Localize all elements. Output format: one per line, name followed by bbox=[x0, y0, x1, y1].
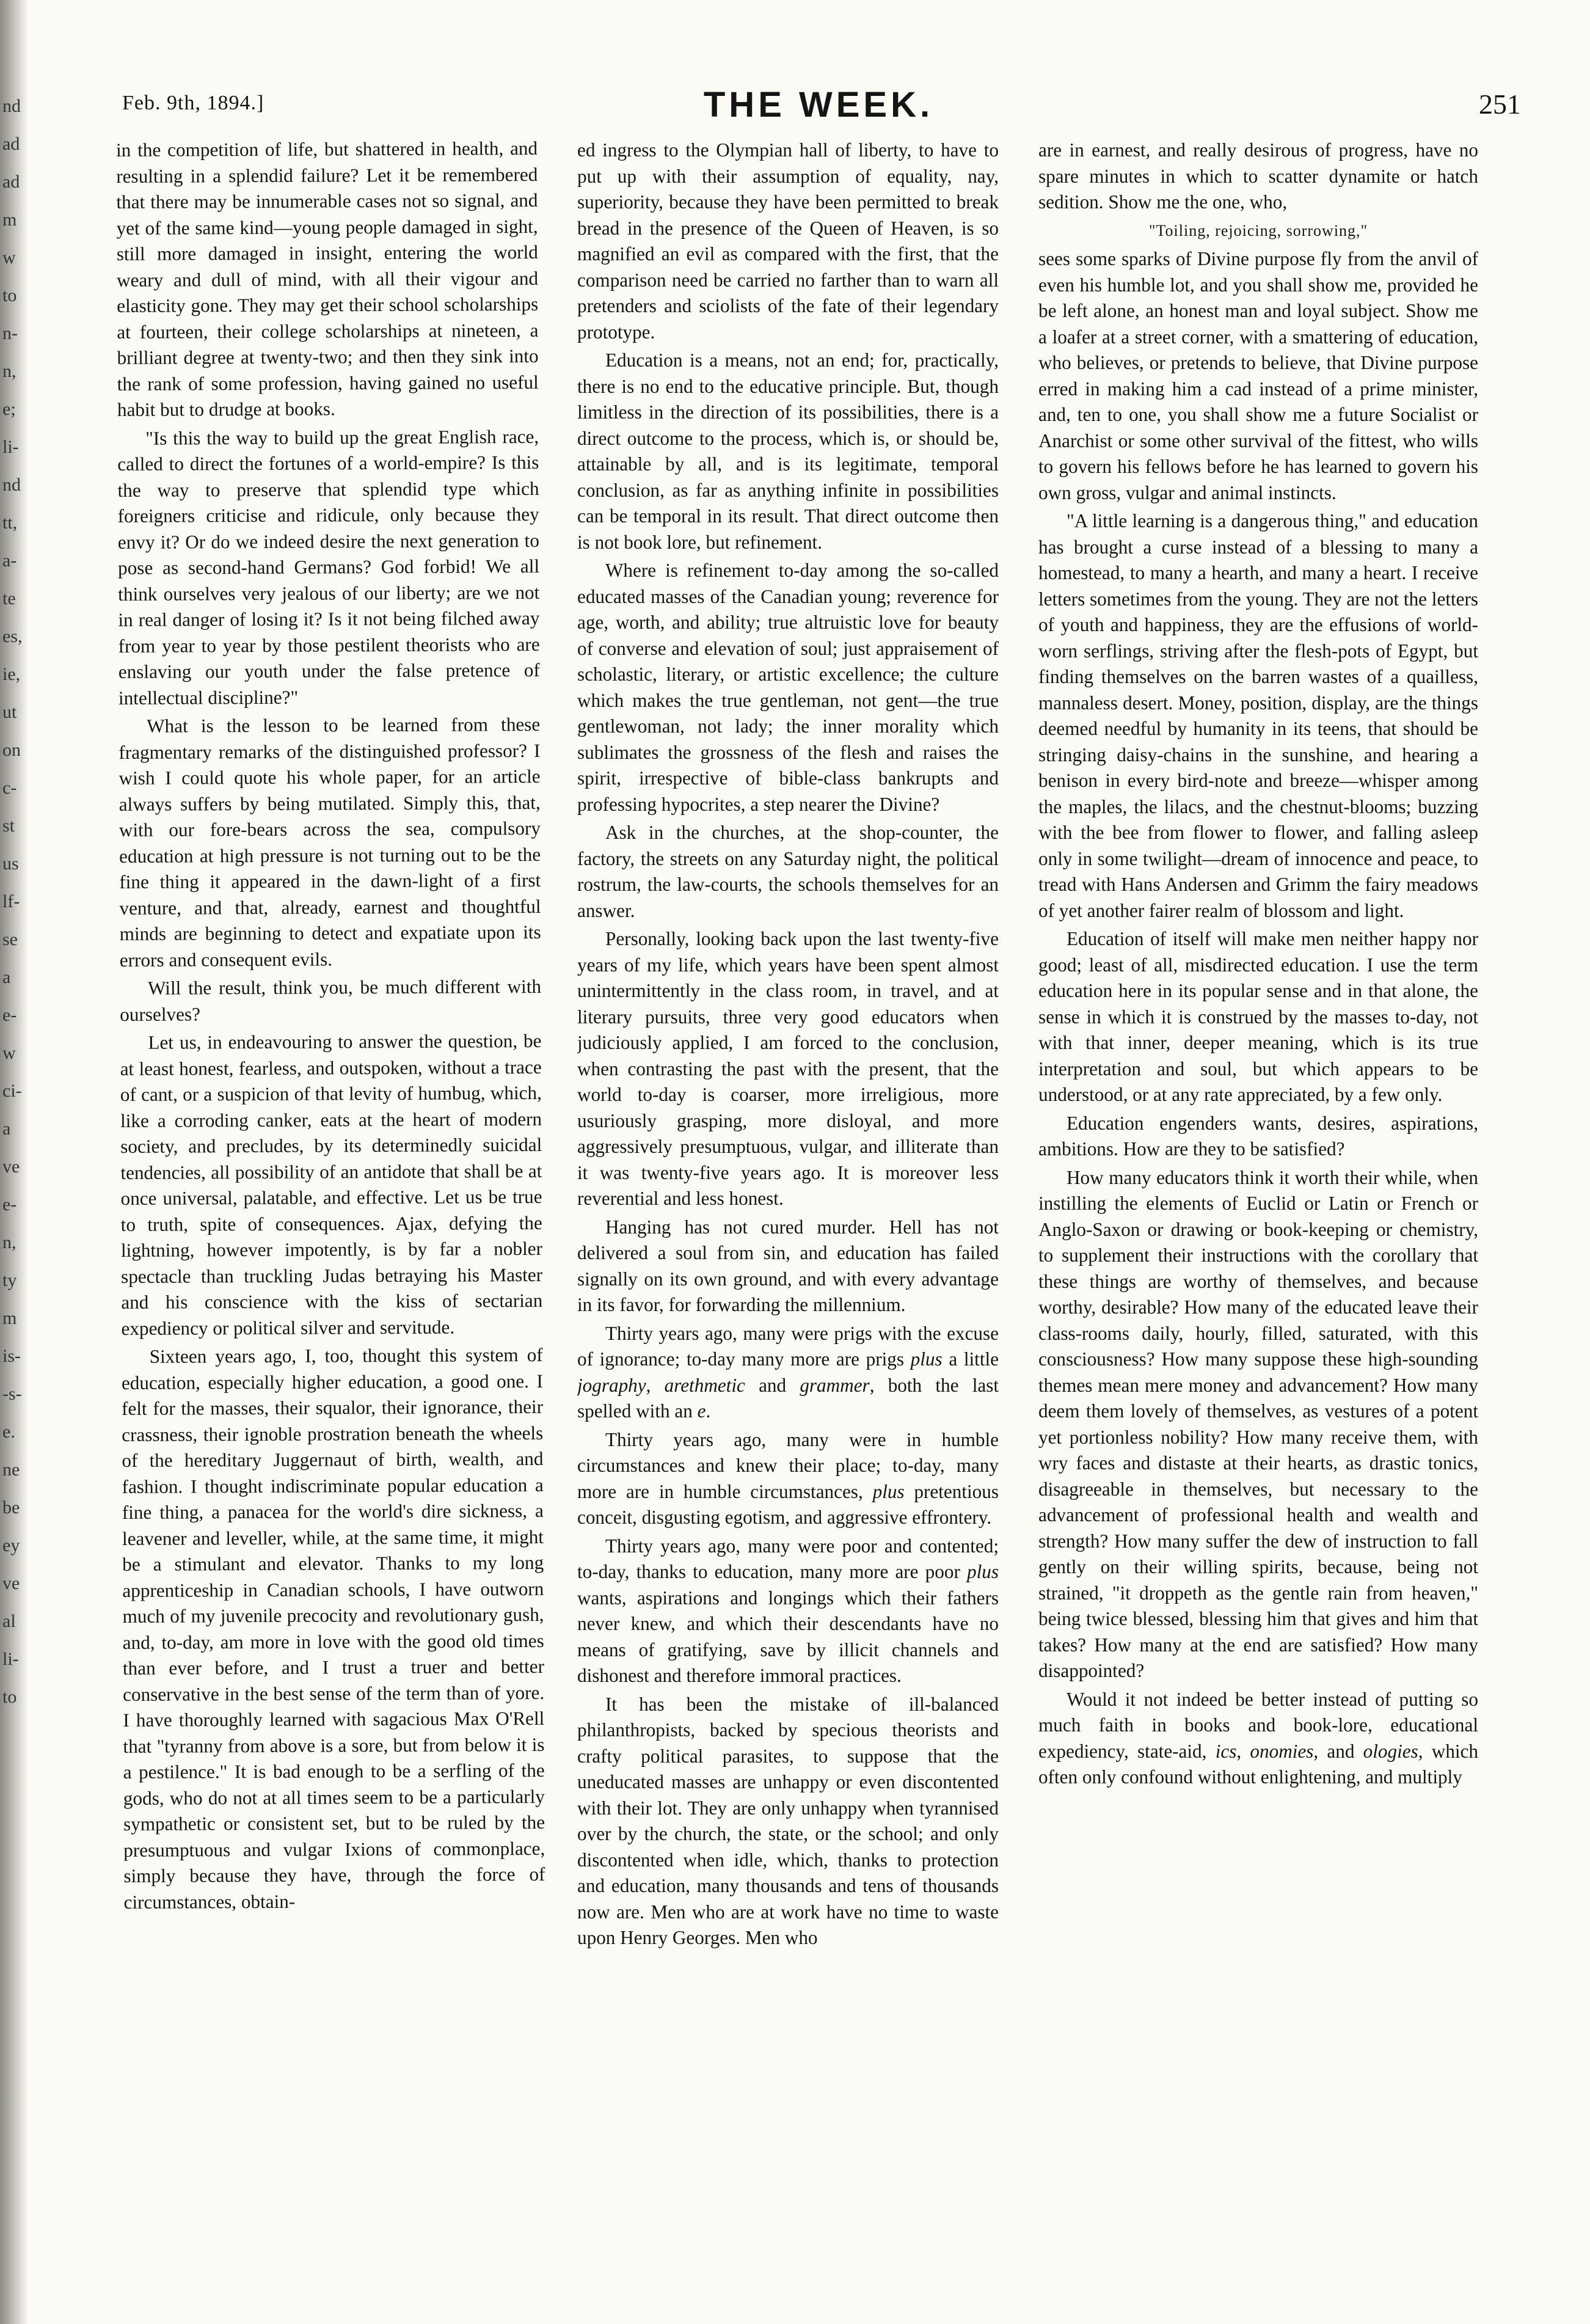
column-2 bbox=[577, 137, 999, 2288]
facing-page-fragment: al bbox=[2, 1611, 16, 1631]
facing-page-fragment: st bbox=[2, 816, 15, 836]
facing-page-fragment: a bbox=[2, 1119, 11, 1139]
facing-page-fragment: c- bbox=[2, 778, 17, 798]
facing-page-fragment: ey bbox=[2, 1535, 20, 1555]
italic-run: jography bbox=[577, 1374, 646, 1396]
column-1 bbox=[116, 136, 547, 2288]
paragraph: Sixteen years ago, I, too, thought this system of education, especially higher education, a good one. I felt for the masses, their squalor, their ignorance, their crassness, their ignoble prostration beneath the wheels of the hereditary Juggernaut of birth, wealth, and fashion. I thought indiscriminate popular education a fine thing, a panacea for the world's dire sickness, a leavener and leveller, while, at the same time, it might be a stimulant and elevator. Thanks to my long apprenticeship in Canadian schools, I have outworn much of my juvenile precocity and revolutionary gush, and, to-day, am more in love with the good old times than ever before, and I trust a truer and better conservative in the best sense of the term than of yore. I have thoroughly learned with sagacious Max O'Rell that "tyranny from above is a sore, but from below it is a pestilence." It is bad enough to be a serfling of the gods, who do not at all times seem to be a particularly sympathetic or consistent set, but to be ruled by the presumptuous and vulgar Ixions of commonplace, simply because they have, through the force of circumstances, obtain- bbox=[121, 1343, 545, 1913]
facing-page-fragment: nd bbox=[2, 475, 21, 495]
paragraph: Education is a means, not an end; for, practically, there is no end to the educative principle. But, though limitless in the direction of its possibilities, there is a direct outcome to the process, which is, or should be, attainable by all, and is its legitimate, temporal conclusion, as far as anything infinite in possibilities can be temporal in its result. That direct outcome then is not book lore, but refinement. bbox=[577, 349, 999, 553]
facing-page-fragment: ut bbox=[2, 702, 17, 722]
facing-page-fragment: ty bbox=[2, 1270, 17, 1290]
text-run: a little bbox=[942, 1348, 999, 1370]
quotation: "Toiling, rejoicing, sorrowing," bbox=[1148, 221, 1368, 239]
facing-page-fragment: w bbox=[2, 1043, 16, 1063]
page-number: 251 bbox=[1479, 89, 1521, 120]
text-run: , both the last spelled with an bbox=[577, 1374, 999, 1422]
italic-run: ologies bbox=[1363, 1740, 1418, 1762]
paragraph: What is the lesson to be learned from these fragmentary remarks of the distinguished professor? I wish I could quote his whole paper, for an article always suffers by being mutilated. Simply this, that, with our fore-bears across the sea, compulsory education at high pressure is not turning out to be the fine thing it appeared in the dawn-light of a first venture, and that, already, earnest and thoughtful minds are beginning to detect and expatiate upon its errors and consequent evils. bbox=[119, 713, 541, 971]
facing-page-fragment: ci- bbox=[2, 1081, 22, 1101]
facing-page-fragment: ve bbox=[2, 1157, 20, 1177]
text-run: , and bbox=[1313, 1740, 1363, 1762]
paragraph: Hanging has not cured murder. Hell has not delivered a soul from sin, and education has failed signally on its own ground, and with every advantage in its favor, for forwarding the millennium. bbox=[577, 1216, 999, 1315]
italic-run: ics bbox=[1215, 1740, 1237, 1762]
facing-page-fragment: be bbox=[2, 1497, 20, 1518]
issue-date: Feb. 9th, 1894.] bbox=[122, 92, 264, 114]
text-run: Thirty years ago, many were prigs with the excuse of ignorance; to-day many more are prigs bbox=[577, 1322, 999, 1370]
italic-run: grammer bbox=[800, 1374, 870, 1396]
paragraph: Let us, in endeavouring to answer the question, be at least honest, fearless, and outspoken, without a trace of cant, or a suspicion of that levity of humbug, which, like a corroding canker, eats at the heart of modern society, and precludes, by its determinedly suicidal tendencies, all possibility of an antidote that shall be at once universal, palatable, and effective. Let us be true to truth, spite of consequences. Ajax, defying the lightning, however impotently, is by far a nobler spectacle than truckling Judas betraying his Master and his conscience with the kiss of sectarian expediency or political silver and servitude. bbox=[120, 1029, 543, 1339]
paragraph: Where is refinement to-day among the so-called educated masses of the Canadian young; reverence for age, worth, and ability; true altruistic love for beauty of converse and elevation of soul; just appraisement of scholastic, literary, or artistic excellence; the culture which makes the true gentleman, not gent—the true gentlewoman, not lady; the inner morality which sublimates the grossness of the flesh and raises the spirit, irrespective of bible-class bankrupts and professing hypocrites, a step nearer the Divine? bbox=[577, 560, 999, 815]
facing-page-fragment: -s- bbox=[2, 1384, 22, 1404]
paragraph: Personally, looking back upon the last twenty-five years of my life, which years have been spent almost unintermittently in the class room, in travel, and at literary pursuits, three very good educators when judiciously applied, I am forced to the conclusion, when contrasting the past with the present, that the world to-day is coarser, more irreligious, more usuriously grasping, more disloyal, and more aggressively presumptuous, vulgar, and illiterate than it was twenty-five years ago. It is moreover less reverential and less honest. bbox=[577, 928, 999, 1209]
facing-page-fragment: li- bbox=[2, 1649, 19, 1669]
text-run: Thirty years ago, many were poor and contented; to-day, thanks to education, many more are poor bbox=[577, 1535, 999, 1582]
facing-page-fragment: ie, bbox=[2, 664, 21, 684]
text-run: Would it not indeed be better instead of putting so much faith in books and book-lore, educational expediency, state-aid, bbox=[1038, 1688, 1478, 1762]
paragraph: "A little learning is a dangerous thing," and education has brought a curse instead of a blessing to many a homestead, to many a hearth, and many a heart. I receive letters sometimes from the young. They are not the letters of youth and happiness, they are the effusions of world-worn serflings, striving after the flesh-pots of Egypt, but finding themselves on the barren wastes of a quailless, mannaless desert. Money, position, display, are the things deemed needful by humanity in its teens, that should be stringing daisy-chains in the sunshine, and hearing a benison in every bird-note and breeze—whisper among the maples, the lilacs, and the chestnut-blooms; buzzing with the bee from flower to flower, and falling asleep only in some twilight—dream of innocence and peace, to tread with Hans Andersen and Grimm the fairy meadows of yet another fairer realm of blossom and light. bbox=[1038, 510, 1478, 921]
italic-run: plus bbox=[967, 1561, 999, 1582]
facing-page-fragment: to bbox=[2, 285, 17, 305]
paragraph: Education of itself will make men neither happy nor good; least of all, misdirected education. I use the term education here in its popular sense and in that alone, the sense in which it is construed by the masses to-day, not with that inner, deeper meaning, which is its true interpretation and soul, but which appears to be understood, or at any rate appreciated, by a few only. bbox=[1038, 928, 1478, 1105]
facing-page-fragment: n, bbox=[2, 1232, 16, 1252]
paragraph bbox=[577, 1533, 999, 1689]
italic-run: e bbox=[697, 1400, 706, 1422]
facing-page-fragment: e- bbox=[2, 1005, 17, 1025]
text-run: and bbox=[745, 1374, 800, 1396]
text-run: , bbox=[1236, 1740, 1250, 1762]
italic-run: plus bbox=[910, 1348, 943, 1370]
paragraph bbox=[1038, 1687, 1478, 1791]
paragraph: How many educators think it worth their while, when instilling the elements of Euclid or Latin or French or Anglo-Saxon or drawing or book-keeping or chemistry, to supplement their instructions with the corollary that these things are worthy of themselves, and because worthy, desirable? How many of the educated leave their class-rooms daily, hourly, filled, saturated, with this consciousness? How many suppose these high-sounding themes mean mere money and advancement? How many deem them lovely of themselves, as vestures of a potent yet portionless nobility? How many receive them, with wry faces and distaste at their hearts, as drastic tonics, disagreeable in themselves, but necessary to the advancement of professional health and wealth and strength? How many suffer the dew of instruction to fall gently on their willing spirits, because, being not strained, "it droppeth as the gentle rain from heaven," being twice blessed, blessing him that gives and him that takes? How many at the end are satisfied? How many disappointed? bbox=[1038, 1166, 1478, 1681]
facing-page-fragment: a- bbox=[2, 550, 17, 571]
facing-page-fragment: m bbox=[2, 1308, 17, 1328]
paragraph: Will the result, think you, be much different with ourselves? bbox=[120, 975, 542, 1025]
facing-page-fragment: n- bbox=[2, 323, 18, 343]
text-run: , bbox=[646, 1374, 665, 1396]
paragraph: are in earnest, and really desirous of progress, have no spare minutes in which to scatter dynamite or hatch sedition. Show me the one, who, bbox=[1038, 139, 1478, 213]
facing-page-fragment: te bbox=[2, 588, 16, 608]
facing-page-fragment: a bbox=[2, 967, 11, 987]
paragraph bbox=[577, 1321, 999, 1425]
facing-page-fragment: lf- bbox=[2, 891, 20, 912]
italic-run: plus bbox=[872, 1480, 905, 1502]
facing-page-fragment: e; bbox=[2, 399, 16, 419]
italic-run: onomies bbox=[1250, 1740, 1314, 1762]
text-run: pretentious conceit, disgusting egotism, and aggressive effrontery. bbox=[577, 1480, 999, 1528]
paragraph: sees some sparks of Divine purpose fly from the anvil of even his humble lot, and you shall show me, provided he be left alone, an honest man and loyal subject. Show me a loafer at a street corner, with a smattering of education, who believes, or pretends to believe, that Divine purpose erred in making him a cad instead of a prime minister, and, ten to one, you shall show me a future Socialist or Anarchist or some other survival of the fittest, who wills to govern his fellows before he has learned to govern his own gross, vulgar and animal instincts. bbox=[1038, 248, 1478, 503]
facing-page-fragment: is- bbox=[2, 1346, 21, 1366]
text-run: , which often only confound without enlightening, and multiply bbox=[1038, 1740, 1478, 1788]
facing-page-fragment: ve bbox=[2, 1573, 20, 1593]
facing-page-fragment: e- bbox=[2, 1194, 17, 1215]
text-run: Thirty years ago, many were in humble circumstances and knew their place; to-day, many more are in humble circumstances, bbox=[577, 1428, 999, 1502]
paragraph: "Is this the way to build up the great English race, called to direct the fortunes of a world-empire? Is this the way to preserve that splendid type which foreigners criticise and ridicule, only because they envy it? Or do we indeed desire the next generation to pose as second-hand Germans? God forbid! We all think ourselves very jealous of our liberty; are we not in real danger of losing it? Is it not being filched away from year to year by those pestilent theorists who are enslaving our youth under the false pretence of intellectual discipline?" bbox=[117, 425, 540, 709]
paragraph: in the competition of life, but shattered in health, and resulting in a splendid failure? Let it be remembered that there may be innumerable cases not so signal, and yet of the same kind—young people damaged in sight, still more damaged in insight, entering the world weary and dull of mind, with all their vigour and elasticity gone. They may get their school scholarships at fourteen, their college scholarships at nineteen, a brilliant degree at twenty-two; and then they sink into the rank of some profession, having gained no useful habit but to drudge at books. bbox=[116, 137, 539, 420]
facing-page-fragment: es, bbox=[2, 626, 23, 646]
facing-page-fragment: e. bbox=[2, 1422, 15, 1442]
paragraph: ed ingress to the Olympian hall of liberty, to have to put up with their assumption of equality, nay, superiority, because they have been permitted to break bread in the presence of the Queen of Heaven, is so magnified an evil as compared with the first, that the comparison need be carried no farther than to warn all pretenders and sciolists of the fate of their legendary prototype. bbox=[577, 139, 999, 343]
publication-title: THE WEEK. bbox=[703, 85, 934, 125]
facing-page-fragment: li- bbox=[2, 437, 19, 457]
facing-page-fragment: to bbox=[2, 1687, 17, 1707]
facing-page-fragment: ad bbox=[2, 134, 20, 154]
facing-page-fragment: on bbox=[2, 740, 21, 760]
paragraph: Education engenders wants, desires, aspirations, ambitions. How are they to be satisfied? bbox=[1038, 1112, 1478, 1160]
facing-page-fragment: w bbox=[2, 247, 16, 268]
paragraph: It has been the mistake of ill-balanced philanthropists, backed by specious theorists and crafty political parasites, to suppose that the uneducated masses are unhappy or even discontented with their lot. They are only unhappy when tyrannised over by the church, the state, or the school; and only discontented when idle, which, thanks to protection and education, many thousands and tens of thousands now are. Men who are at work have no time to waste upon Henry Georges. Men who bbox=[577, 1693, 999, 1948]
paragraph bbox=[577, 1427, 999, 1531]
facing-page-fragment: ne bbox=[2, 1460, 20, 1480]
facing-page-fragment: ad bbox=[2, 172, 20, 192]
column-3 bbox=[1038, 137, 1478, 2288]
italic-run: arethmetic bbox=[664, 1374, 745, 1396]
facing-page-fragment: se bbox=[2, 929, 18, 949]
text-run: . bbox=[706, 1400, 711, 1422]
paragraph: Ask in the churches, at the shop-counter, the factory, the streets on any Saturday night, the political rostrum, the law-courts, the schools themselves for an answer. bbox=[577, 822, 999, 921]
facing-page-fragment: tt, bbox=[2, 513, 18, 533]
facing-page-fragment: nd bbox=[2, 96, 21, 116]
facing-page-fragment: n, bbox=[2, 361, 16, 381]
text-run: wants, aspirations and longings which their fathers never knew, and which their descendants have no means of gratifying, save by illicit channels and dishonest and therefore immoral practices. bbox=[577, 1587, 999, 1686]
masthead bbox=[116, 85, 1521, 128]
facing-page-fragment: m bbox=[2, 210, 17, 230]
facing-page-fragment: us bbox=[2, 853, 19, 874]
